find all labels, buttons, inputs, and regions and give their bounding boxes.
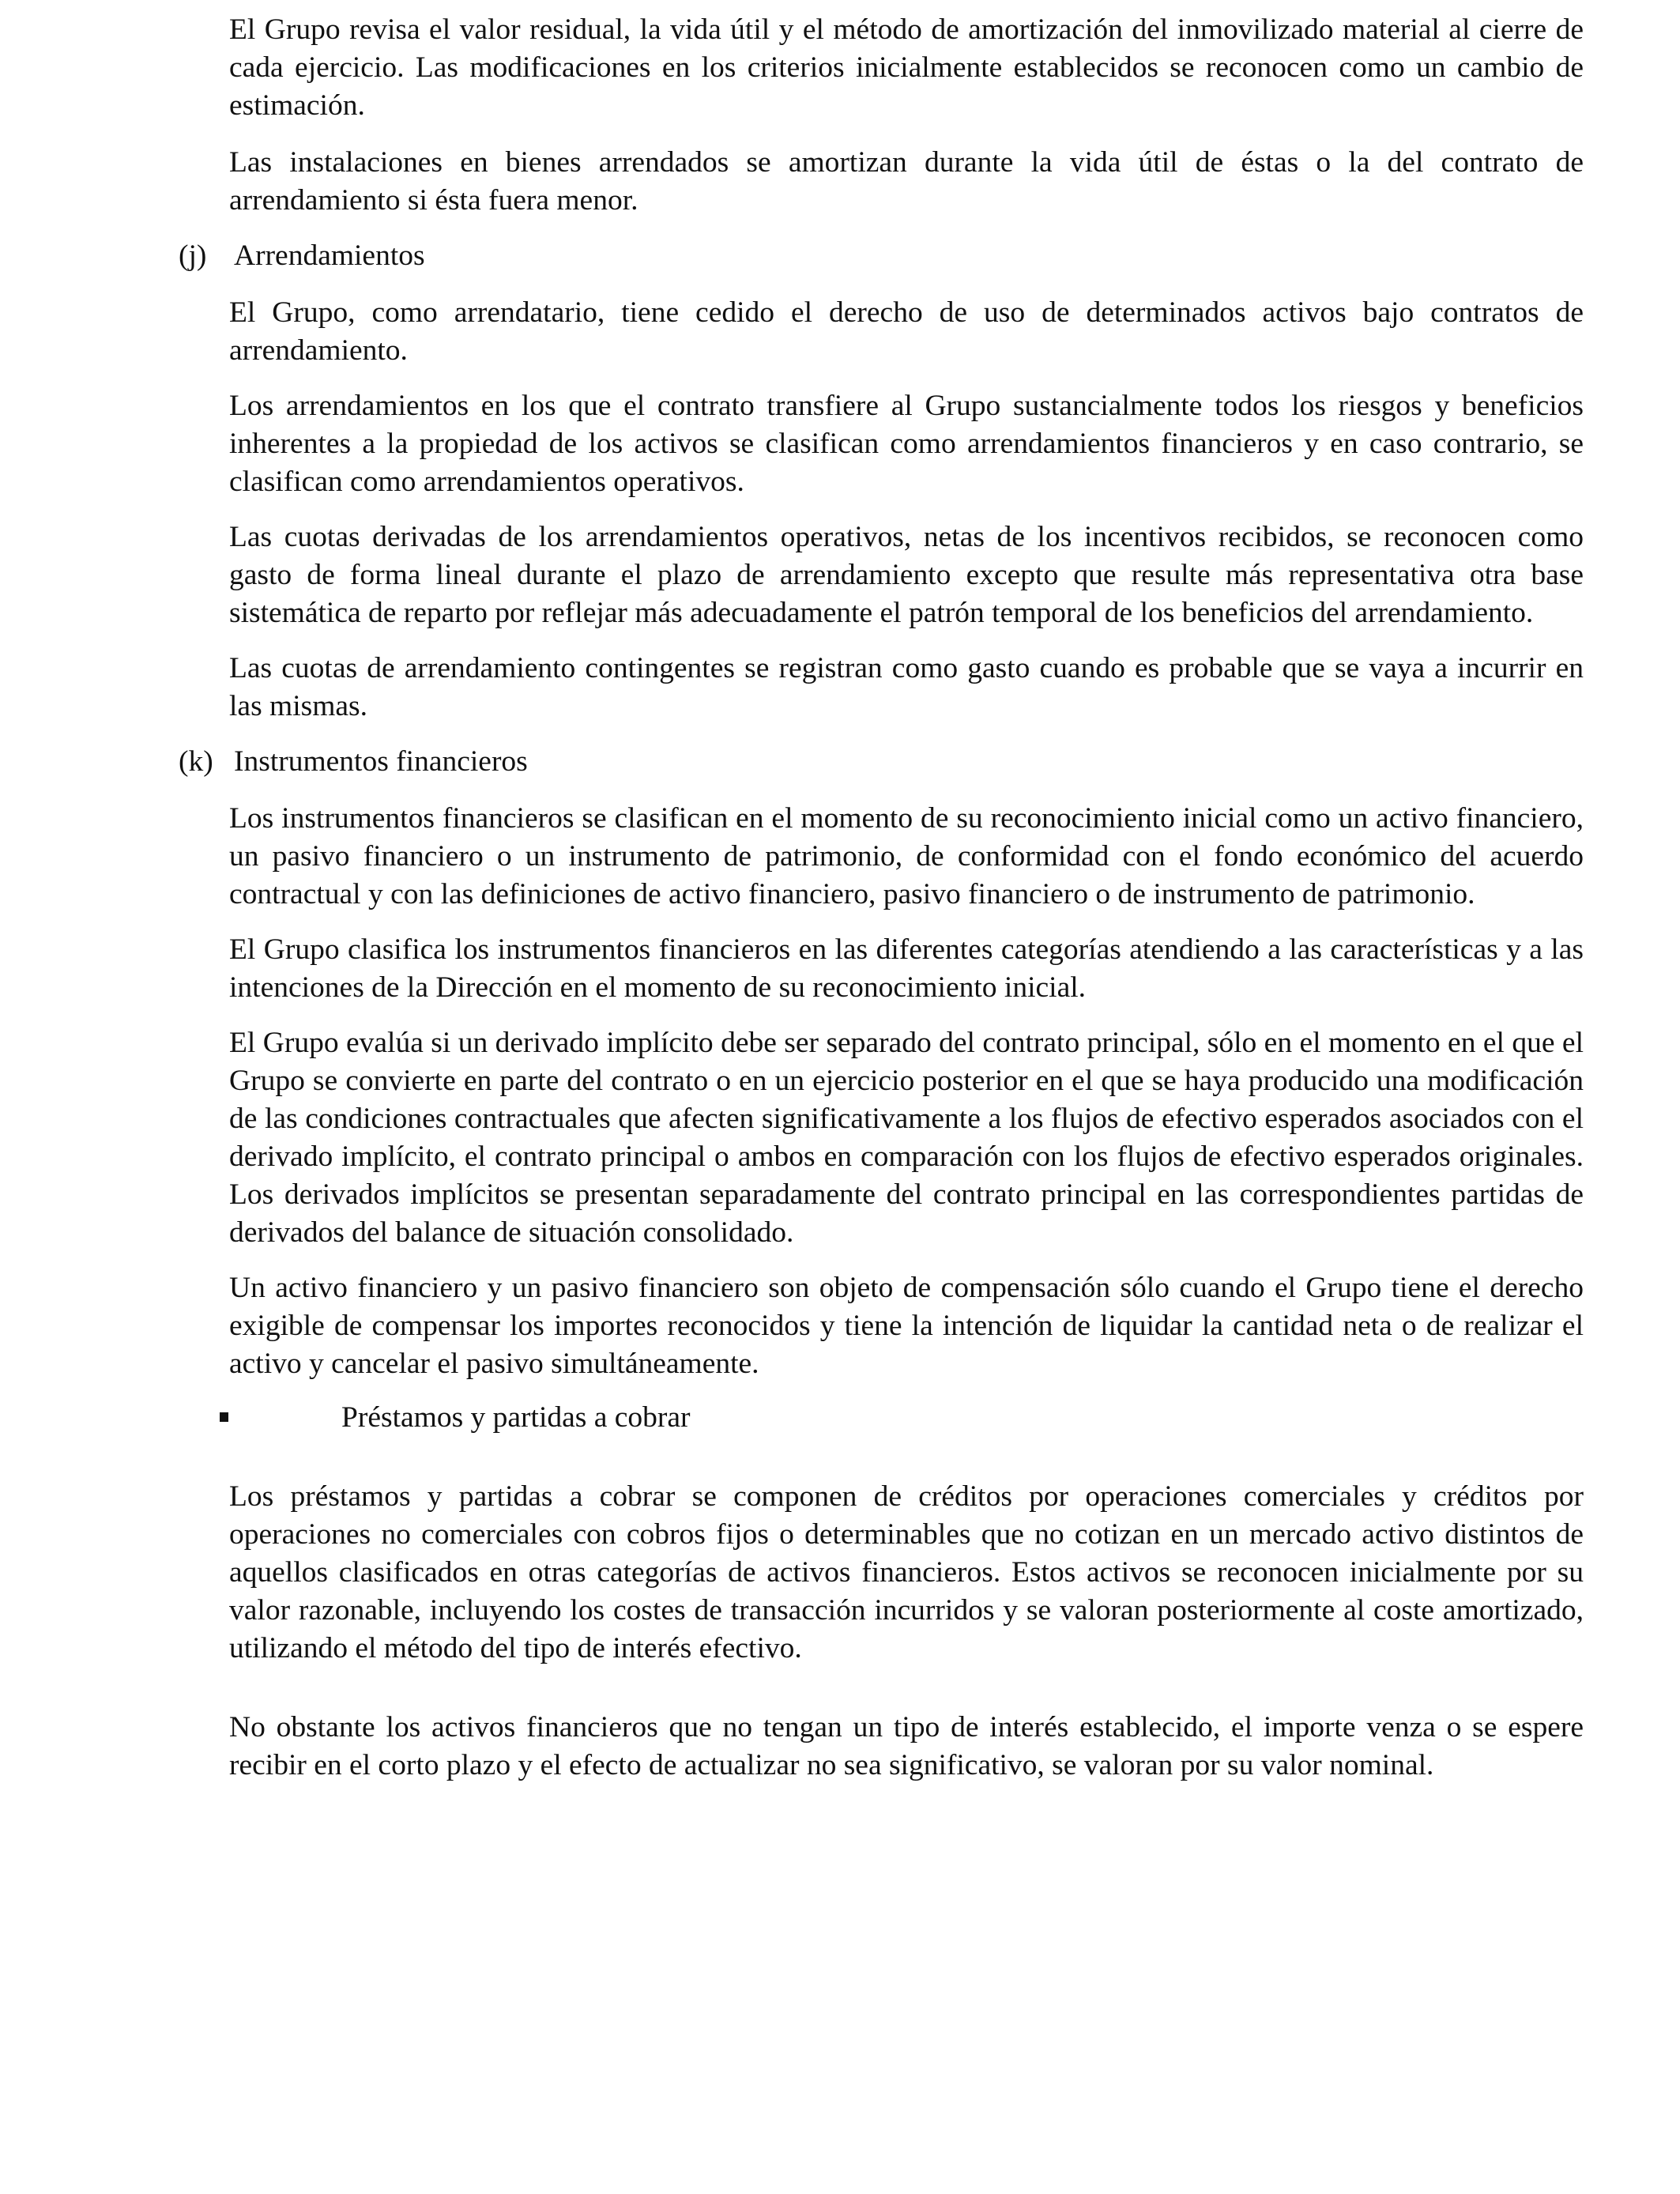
square-bullet-icon [220,1412,228,1422]
paragraph-leased-installations: Las instalaciones en bienes arrendados se amortizan durante la vida útil de éstas o la del contrato de arrendamiento si ésta fuera menor. [229,146,1584,217]
paragraph-instrument-categories: El Grupo clasifica los instrumentos financieros en las diferentes categorías atendiendo a las características y a las intenciones de la Dirección en el momento de su reconocimiento inicial. [229,933,1584,1004]
bullet-item-prestamos [0,1399,1680,1437]
section-marker-k: (k) [179,745,213,778]
section-title-arrendamientos: Arrendamientos [234,239,425,272]
paragraph-residual-value: El Grupo revisa el valor residual, la vida útil y el método de amortización del inmovilizado material al cierre de cada ejercicio. Las modificaciones en los criterios inicialmente establecidos se reconocen como un cambio de estimación. [229,13,1584,122]
paragraph-instrument-classification: Los instrumentos financieros se clasifican en el momento de su reconocimiento inicial como un activo financiero, un pasivo financiero o un instrumento de patrimonio, de conformidad con el fondo económico del acuerdo contractual y con las definiciones de activo financiero, pasivo financiero o de instrumento de patrimonio. [229,802,1584,910]
bullet-title-prestamos: Préstamos y partidas a cobrar [341,1401,691,1434]
paragraph-lessee-rights: El Grupo, como arrendatario, tiene cedido el derecho de uso de determinados activos bajo contratos de arrendamiento. [229,296,1584,367]
section-title-instrumentos: Instrumentos financieros [234,745,528,778]
section-marker-j: (j) [179,239,207,272]
paragraph-offsetting: Un activo financiero y un pasivo financiero son objeto de compensación sólo cuando el Grupo tiene el derecho exigible de compensar los importes reconocidos y tiene la intención de liquidar la cantidad neta o de realizar el activo y cancelar el pasivo simultáneamente. [229,1272,1584,1380]
paragraph-contingent-lease-fees: Las cuotas de arrendamiento contingentes se registran como gasto cuando es probable que se vaya a incurrir en las mismas. [229,652,1584,722]
paragraph-operating-lease-fees: Las cuotas derivadas de los arrendamientos operativos, netas de los incentivos recibidos, se reconocen como gasto de forma lineal durante el plazo de arrendamiento excepto que resulte más representativa otra base sistemática de reparto por reflejar más adecuadamente el patrón temporal de los beneficios del arrendamiento. [229,521,1584,629]
paragraph-lease-classification: Los arrendamientos en los que el contrato transfiere al Grupo sustancialmente todos los riesgos y beneficios inherentes a la propiedad de los activos se clasifican como arrendamientos financieros y en caso contrario, se clasifican como arrendamientos operativos. [229,390,1584,498]
paragraph-nominal-value: No obstante los activos financieros que no tengan un tipo de interés establecido, el importe venza o se espere recibir en el corto plazo y el efecto de actualizar no sea significativo, se valoran por su valor nominal. [229,1711,1584,1781]
paragraph-loans-receivables: Los préstamos y partidas a cobrar se componen de créditos por operaciones comerciales y créditos por operaciones no comerciales con cobros fijos o determinables que no cotizan en un mercado activo distintos de aquellos clasificados en otras categorías de activos financieros. Estos activos se reconocen inicialmente por su valor razonable, incluyendo los costes de transacción incurridos y se valoran posteriormente al coste amortizado, utilizando el método del tipo de interés efectivo. [229,1480,1584,1664]
section-heading-arrendamientos [0,237,1680,275]
section-heading-instrumentos [0,743,1680,781]
paragraph-embedded-derivatives: El Grupo evalúa si un derivado implícito debe ser separado del contrato principal, sólo en el momento en el que el Grupo se convierte en parte del contrato o en un ejercicio posterior en el que se haya producido una modificación de las condiciones contractuales que afecten significativamente a los flujos de efectivo esperados asociados con el derivado implícito, el contrato principal o ambos en comparación con los flujos de efectivo esperados originales. Los derivados implícitos se presentan separadamente del contrato principal en las correspondientes partidas de derivados del balance de situación consolidado. [229,1027,1584,1249]
